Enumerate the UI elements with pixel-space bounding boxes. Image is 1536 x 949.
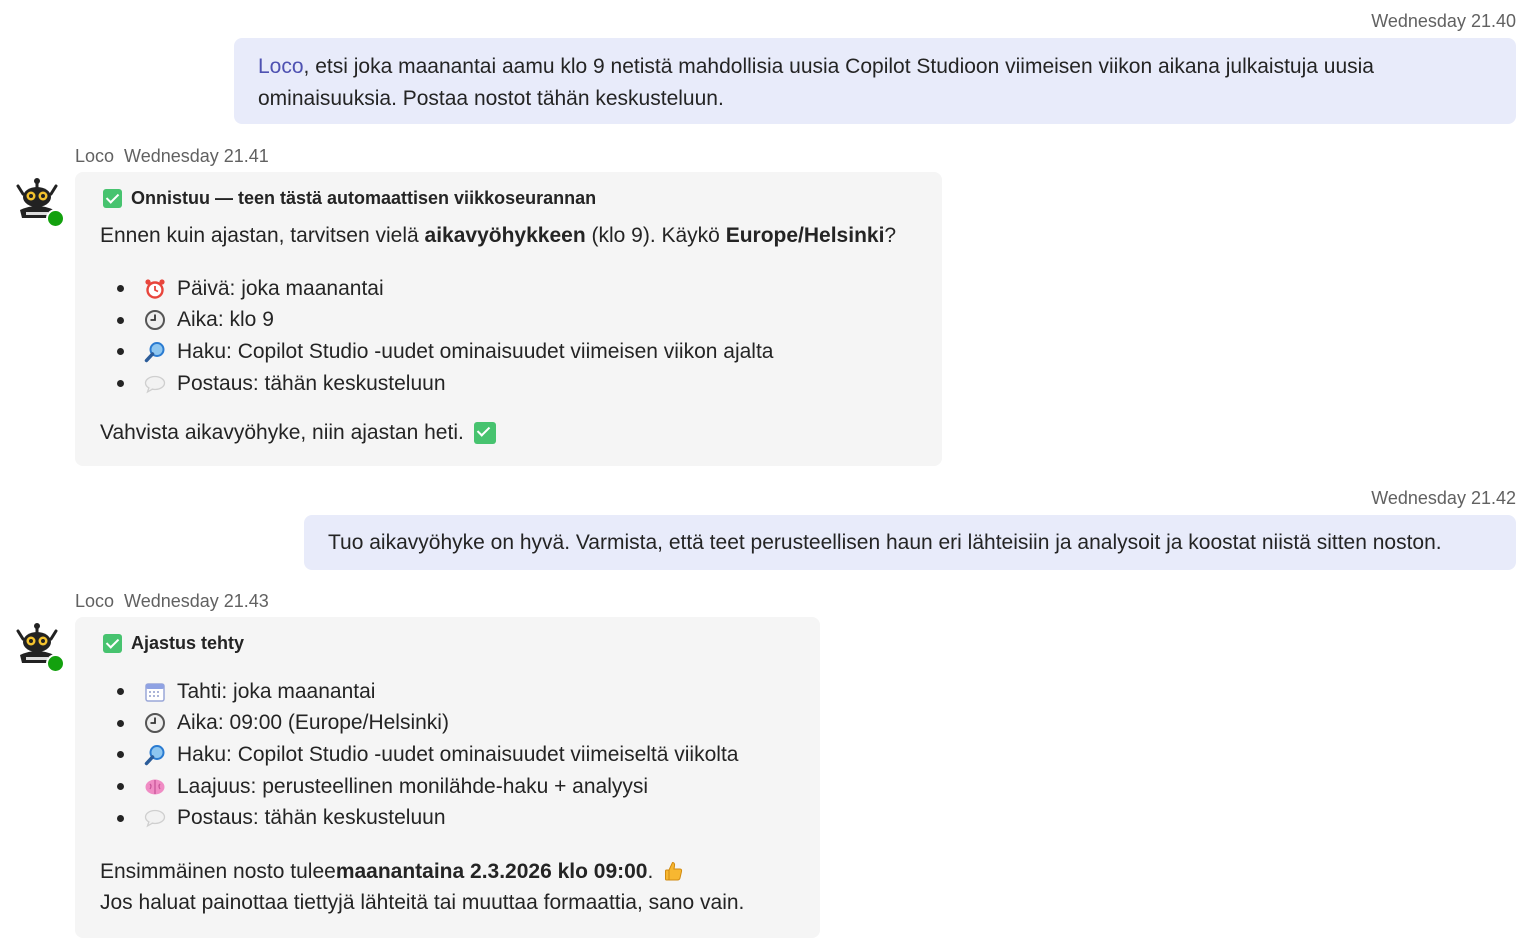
message-footer: Vahvista aikavyöhyke, niin ajastan heti. <box>100 421 917 445</box>
message-timestamp: Wednesday 21.43 <box>124 591 269 611</box>
message-text: Ennen kuin ajastan, tarvitsen vielä aikavyöhykkeen (klo 9). Käykö Europe/Helsinki? <box>100 224 897 247</box>
message-text: Tuo aikavyöhyke on hyvä. Varmista, että teet perusteellisen haun eri lähteisiin ja analysoit ja koostat niistä sitten noston. <box>328 531 1442 554</box>
magnifier-icon <box>144 744 166 766</box>
list-item: Haku: Copilot Studio -uudet ominaisuudet viimeiseltä viikolta <box>75 739 795 771</box>
schedule-list <box>75 676 795 834</box>
calendar-icon <box>144 681 166 703</box>
check-mark-icon <box>103 189 122 208</box>
mention-loco[interactable]: Loco <box>258 55 304 78</box>
card-title: Ajastus tehty <box>103 633 795 654</box>
list-item: Tahti: joka maanantai <box>75 676 795 708</box>
alarm-clock-icon <box>144 278 166 300</box>
message-meta <box>75 146 269 167</box>
check-mark-icon <box>474 422 496 444</box>
user-message-bubble[interactable] <box>234 38 1516 124</box>
list-item: Postaus: tähän keskusteluun <box>75 368 917 400</box>
message-timestamp: Wednesday 21.41 <box>124 146 269 166</box>
presence-available-icon <box>46 209 65 228</box>
message-text: , etsi joka maanantai aamu klo 9 netistä mahdollisia uusia Copilot Studioon viimeisen viikon aikana julkaistuja uusia ominaisuuksia. Postaa nostot tähän keskusteluun. <box>258 55 1374 110</box>
user-message-bubble[interactable] <box>304 515 1516 570</box>
list-item: Aika: 09:00 (Europe/Helsinki) <box>75 708 795 740</box>
thumbs-up-icon <box>663 860 685 882</box>
list-item: Päivä: joka maanantai <box>75 273 917 305</box>
clock-icon <box>144 309 166 331</box>
message-footer: Ensimmäinen nosto tulee maanantaina 2.3.2026 klo 09:00 . Jos haluat painottaa tiettyjä lähteitä tai muuttaa formaattia, sano vain. <box>100 859 745 914</box>
speech-bubble-icon <box>144 373 166 395</box>
message-timestamp: Wednesday 21.42 <box>1371 488 1516 508</box>
list-item: Laajuus: perusteellinen monilähde-haku + analyysi <box>75 771 795 803</box>
list-item: Haku: Copilot Studio -uudet ominaisuudet viimeisen viikon ajalta <box>75 336 917 368</box>
magnifier-icon <box>144 341 166 363</box>
bot-avatar[interactable] <box>12 176 62 226</box>
presence-available-icon <box>46 654 65 673</box>
check-mark-icon <box>103 634 122 653</box>
list-item: Postaus: tähän keskusteluun <box>75 802 795 834</box>
message-timestamp: Wednesday 21.40 <box>1371 11 1516 31</box>
brain-icon <box>144 776 166 798</box>
card-title: Onnistuu — teen tästä automaattisen viikkoseurannan <box>103 188 917 209</box>
bot-message-bubble[interactable] <box>75 617 820 938</box>
speech-bubble-icon <box>144 807 166 829</box>
schedule-list <box>75 273 917 399</box>
bot-avatar[interactable] <box>12 621 62 671</box>
message-meta <box>75 591 269 612</box>
sender-name: Loco <box>75 146 115 166</box>
sender-name: Loco <box>75 591 115 611</box>
bot-message-bubble[interactable] <box>75 172 942 466</box>
clock-icon <box>144 712 166 734</box>
list-item: Aika: klo 9 <box>75 305 917 337</box>
